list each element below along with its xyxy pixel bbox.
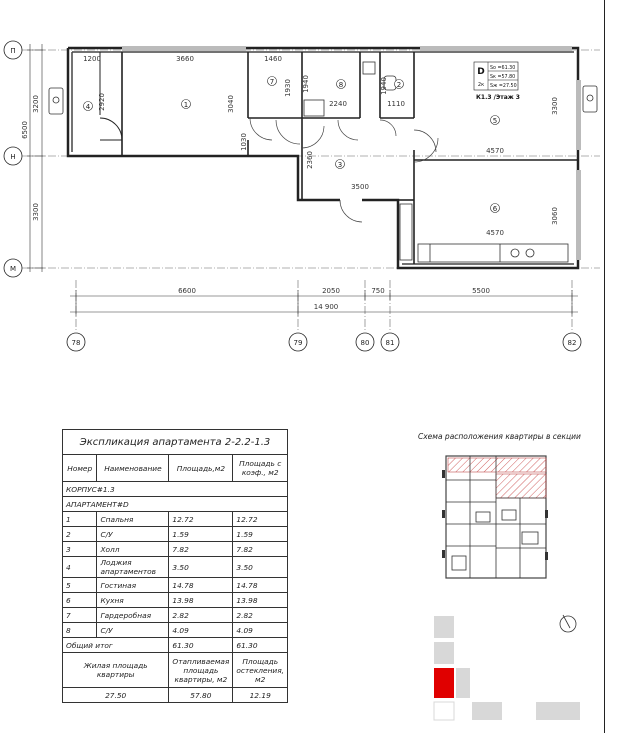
dim-3500: 3500 — [351, 183, 369, 191]
stamp-building: К1.3 /Этаж 3 — [476, 94, 520, 101]
dim-2360: 2360 — [306, 151, 314, 169]
legend-block — [434, 616, 454, 638]
door-swings — [250, 118, 438, 222]
axis-label-81: 81 — [385, 339, 395, 347]
stamp-letter: D — [477, 67, 485, 77]
axis-marker-82 — [563, 333, 581, 351]
axis-label-M: М — [9, 265, 17, 273]
table-row: 7 Гардеробная 2.82 2.82 — [63, 608, 288, 623]
axis-label-N: Н — [10, 153, 16, 161]
legend-current-floor — [434, 668, 454, 698]
svg-text:1: 1 — [183, 101, 189, 109]
bathroom-fixtures — [49, 62, 597, 262]
room-marker-8 — [337, 80, 346, 90]
room-marker-2 — [395, 80, 404, 90]
axis-label-78: 78 — [71, 339, 81, 347]
stamp-line3: Sж =27.50 — [490, 84, 517, 89]
dim-1200: 1200 — [83, 55, 101, 63]
explication-title: Экспликация апартамента 2-2.2-1.3 — [63, 430, 288, 455]
dim-2920: 2920 — [98, 93, 106, 111]
axis-label-80: 80 — [360, 339, 370, 347]
total-row: Общий итог 61.30 61.30 — [63, 638, 288, 653]
stamp-line2: Sк =57.80 — [490, 75, 516, 80]
dim-3300: 3300 — [551, 97, 559, 115]
stamp-rooms-count: 2к — [477, 82, 485, 88]
legend-block — [472, 702, 502, 720]
table-row: 5 Гостиная 14.78 14.78 — [63, 578, 288, 593]
dim-bottom-2050: 2050 — [322, 287, 340, 295]
table-row: 8 С/У 4.09 4.09 — [63, 623, 288, 638]
axis-marker-P — [4, 41, 22, 59]
svg-text:2: 2 — [396, 81, 402, 89]
dim-left-3300: 3300 — [32, 203, 40, 221]
legend-block — [434, 642, 454, 664]
schema-title: Схема расположения квартиры в секции — [418, 432, 581, 441]
dim-4570-a: 4570 — [486, 147, 504, 155]
col-header-area: Площадь,м2 — [169, 455, 233, 482]
axis-marker-M — [4, 259, 22, 277]
svg-text:5: 5 — [492, 117, 498, 125]
section-schema — [440, 452, 550, 582]
legend-block — [456, 668, 470, 698]
dim-2240: 2240 — [329, 100, 347, 108]
dim-total: 14 900 — [313, 303, 339, 311]
legend-block — [536, 702, 580, 720]
dim-bottom-750: 750 — [371, 287, 385, 295]
dim-1940-b: 1940 — [380, 77, 388, 95]
dim-left-6500: 6500 — [21, 121, 29, 139]
table-row: 6 Кухня 13.98 13.98 — [63, 593, 288, 608]
col-header-name: Наименование — [97, 455, 169, 482]
floor-location-legend — [430, 612, 580, 724]
dim-3060: 3060 — [551, 207, 559, 225]
axis-marker-79 — [289, 333, 307, 351]
left-dimension-lines — [27, 44, 45, 272]
table-row: 1 Спальня 12.72 12.72 — [63, 512, 288, 527]
axis-label-P: П — [10, 47, 16, 55]
room-marker-1 — [182, 100, 191, 110]
dim-4570-b: 4570 — [486, 229, 504, 237]
axis-marker-N — [4, 147, 22, 165]
axis-label-82: 82 — [567, 339, 577, 347]
apartment-stamp — [474, 62, 520, 101]
dim-left-3200: 3200 — [32, 95, 40, 113]
building-row: КОРПУС#1.3 — [63, 482, 288, 497]
dim-bottom-5500: 5500 — [472, 287, 490, 295]
footer-values-row: 27.50 57.80 12.19 — [63, 688, 288, 703]
room-marker-7 — [268, 77, 277, 87]
axis-marker-80 — [356, 333, 374, 351]
dim-3040: 3040 — [227, 95, 235, 113]
col-header-area-k: Площадь с коэф., м2 — [233, 455, 288, 482]
svg-text:8: 8 — [338, 81, 344, 89]
axis-marker-81 — [381, 333, 399, 351]
room-marker-5 — [491, 116, 500, 126]
room-marker-4 — [84, 102, 93, 112]
col-header-number: Номер — [63, 455, 97, 482]
dim-1930: 1930 — [284, 79, 292, 97]
room-marker-3 — [336, 160, 345, 170]
legend-block — [434, 702, 454, 720]
axis-marker-78 — [67, 333, 85, 351]
stamp-line1: Sо =61.30 — [490, 66, 516, 71]
svg-text:4: 4 — [85, 103, 91, 111]
footer-labels-row: Жилая площадь квартиры Отапливаемая площадь квартиры, м2 Площадь остекления, м2 — [63, 653, 288, 688]
dim-3660: 3660 — [176, 55, 194, 63]
apartment-row: АПАРТАМЕНТ#D — [63, 497, 288, 512]
dim-1110: 1110 — [387, 100, 405, 108]
svg-text:6: 6 — [492, 205, 498, 213]
svg-text:7: 7 — [269, 78, 275, 86]
explication-table — [62, 429, 288, 703]
dim-1030: 1030 — [240, 133, 248, 151]
apartment-highlight-hatch — [448, 458, 546, 472]
svg-text:3: 3 — [337, 161, 343, 169]
dim-1460: 1460 — [264, 55, 282, 63]
room-marker-6 — [491, 204, 500, 214]
table-row: 4 Лоджия апартаментов 3.50 3.50 — [63, 557, 288, 578]
axis-label-79: 79 — [293, 339, 303, 347]
table-row: 3 Холл 7.82 7.82 — [63, 542, 288, 557]
dim-1940-a: 1940 — [302, 75, 310, 93]
table-row: 2 С/У 1.59 1.59 — [63, 527, 288, 542]
dim-bottom-6600: 6600 — [178, 287, 196, 295]
